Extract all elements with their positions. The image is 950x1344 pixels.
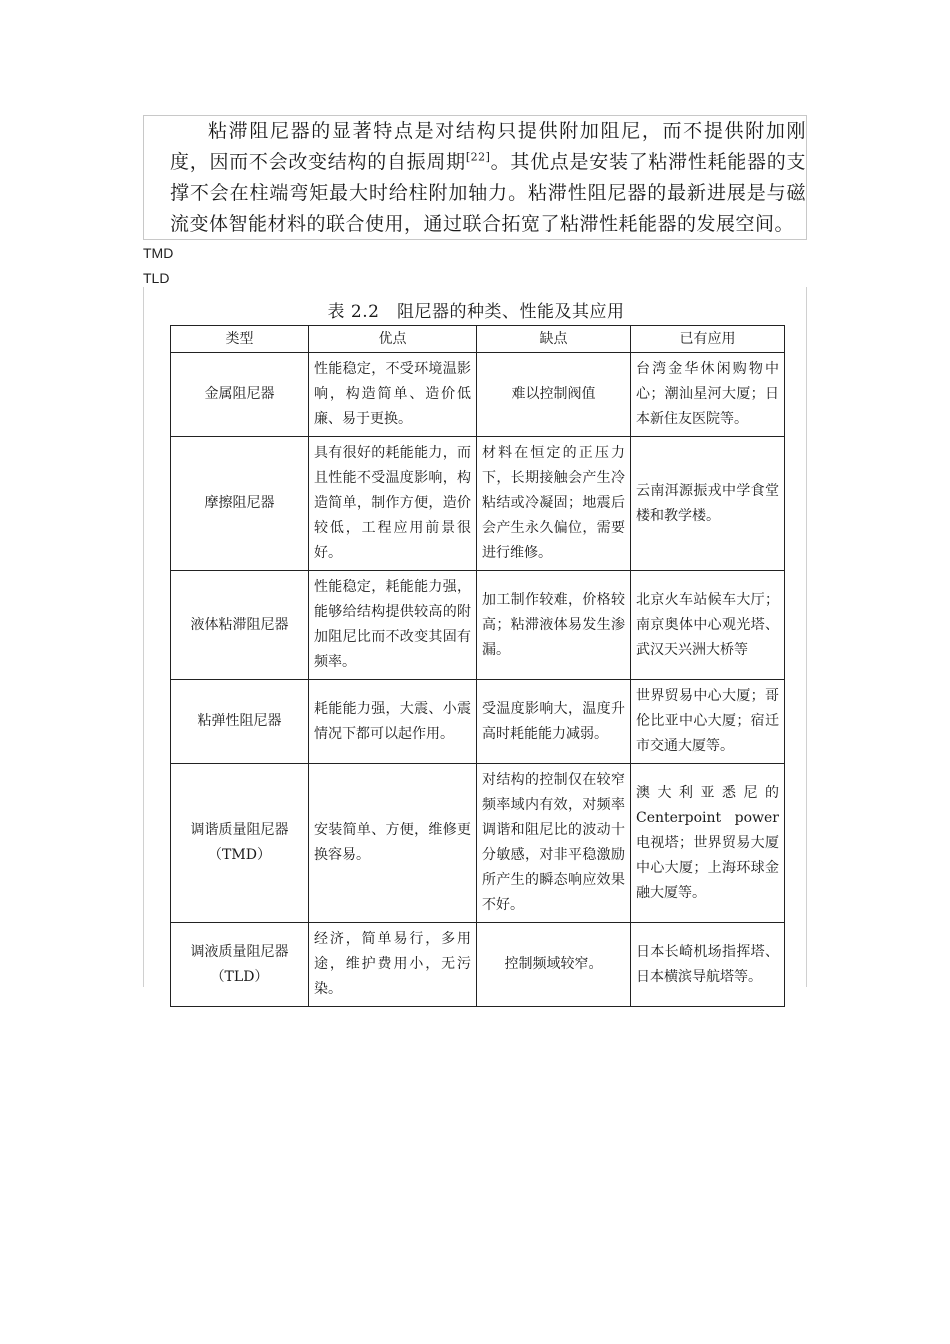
viscous-damper-paragraph — [170, 116, 806, 240]
header-apps: 已有应用 — [631, 326, 785, 353]
type-cell — [171, 764, 309, 923]
pros-cell: 耗能能力强，大震、小震情况下都可以起作用。 — [309, 680, 477, 764]
type-cell: 粘弹性阻尼器 — [171, 680, 309, 764]
apps-cell: 日本长崎机场指挥塔、日本横滨导航塔等。 — [631, 923, 785, 1007]
table-row — [171, 764, 785, 923]
cons-cell: 受温度影响大，温度升高时耗能能力减弱。 — [477, 680, 631, 764]
pros-cell: 具有很好的耗能能力，而且性能不受温度影响，构造简单，制作方便，造价较低，工程应用前景很好。 — [309, 437, 477, 571]
paragraph-box — [143, 115, 807, 240]
header-cons: 缺点 — [477, 326, 631, 353]
pros-cell: 性能稳定，耗能能力强，能够给结构提供较高的附加阻尼比而不改变其固有频率。 — [309, 571, 477, 680]
type-cell — [171, 923, 309, 1007]
table-row — [171, 680, 785, 764]
header-type: 类型 — [171, 326, 309, 353]
table-row — [171, 437, 785, 571]
pros-cell: 经济，简单易行，多用途，维护费用小，无污染。 — [309, 923, 477, 1007]
cons-cell: 控制频域较窄。 — [477, 923, 631, 1007]
header-pros: 优点 — [309, 326, 477, 353]
paragraph-text-part2: 。其优点是安装了粘滞性耗能器的支撑不会在柱端弯矩最大时给柱附加轴力。粘滞性阻尼器的最新进展是与磁流变体智能材料的联合使用，通过联合拓宽了粘滞性耗能器的发展空间。 — [170, 151, 806, 235]
pros-cell: 性能稳定，不受环境温影响，构造简单、造价低廉、易于更换。 — [309, 353, 477, 437]
paragraph-text-part1: 粘滞阻尼器的显著特点是对结构只提供附加阻尼，而不提供附加刚度，因而不会改变结构的自振周期 — [170, 120, 806, 173]
apps-cell: 台湾金华休闲购物中心；潮汕星河大厦；日本新住友医院等。 — [631, 353, 785, 437]
apps-cell: 世界贸易中心大厦；哥伦比亚中心大厦；宿迁市交通大厦等。 — [631, 680, 785, 764]
type-abbr: （TMD） — [208, 847, 271, 863]
cons-cell: 难以控制阀值 — [477, 353, 631, 437]
apps-cell: 云南洱源振戎中学食堂楼和教学楼。 — [631, 437, 785, 571]
type-cell: 金属阻尼器 — [171, 353, 309, 437]
table-row — [171, 571, 785, 680]
pros-cell: 安装简单、方便，维修更换容易。 — [309, 764, 477, 923]
type-cell: 液体粘滞阻尼器 — [171, 571, 309, 680]
reference-marker: [22] — [465, 150, 491, 164]
table-caption: 表 2.2 阻尼器的种类、性能及其应用 — [327, 302, 625, 322]
cons-cell: 对结构的控制仅在较窄频率域内有效，对频率调谐和阻尼比的波动十分敏感，对非平稳激励所产生的瞬态响应效果不好。 — [477, 764, 631, 923]
table-frame — [143, 287, 807, 997]
tld-line: TLD — [143, 270, 170, 286]
type-name: 调谐质量阻尼器 — [190, 822, 289, 838]
cons-cell: 加工制作较难，价格较高；粘滞液体易发生渗漏。 — [477, 571, 631, 680]
type-abbr: （TLD） — [210, 968, 269, 985]
type-name: 调液质量阻尼器 — [190, 943, 289, 960]
tmd-line: TMD — [143, 245, 174, 261]
apps-cell: 澳大利亚悉尼的Centerpoint power电视塔；世界贸易大厦中心大厦；上海环球金融大厦等。 — [631, 764, 785, 923]
damper-table — [170, 325, 785, 1007]
cons-cell: 材料在恒定的正压力下，长期接触会产生冷粘结或冷凝固；地震后会产生永久偏位，需要进行维修。 — [477, 437, 631, 571]
apps-cell: 北京火车站候车大厅；南京奥体中心观光塔、武汉天兴洲大桥等 — [631, 571, 785, 680]
table-row — [171, 353, 785, 437]
table-header-row — [171, 326, 785, 353]
table-row — [171, 923, 785, 1007]
type-cell: 摩擦阻尼器 — [171, 437, 309, 571]
